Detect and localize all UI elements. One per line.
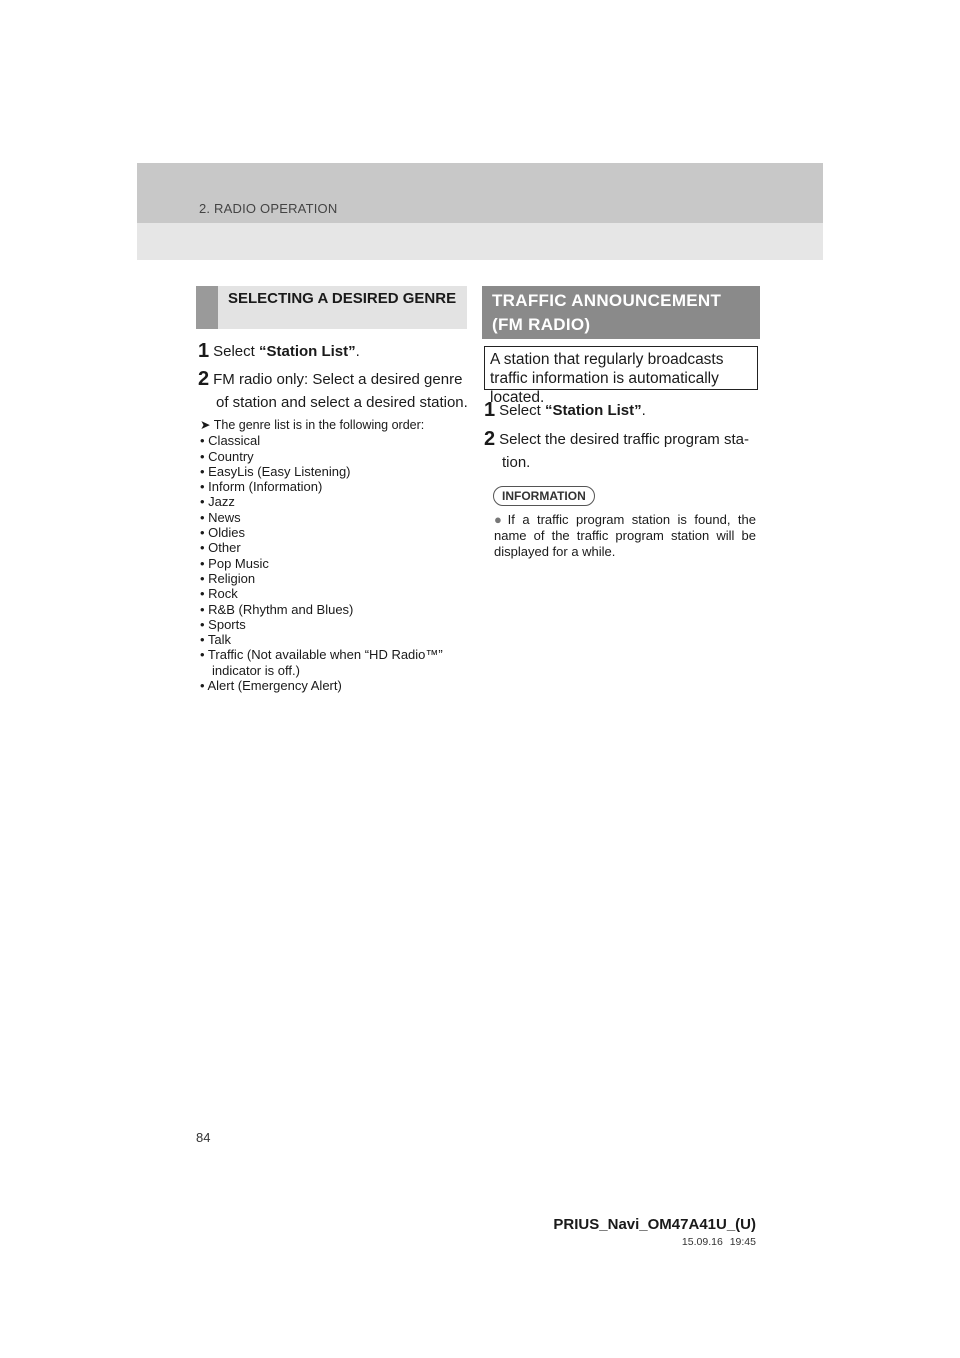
page-header-top bbox=[137, 163, 823, 223]
heading-traffic-announcement bbox=[482, 286, 760, 339]
list-item: • EasyLis (Easy Listening) bbox=[200, 463, 351, 479]
step-number: 1 bbox=[484, 399, 496, 421]
list-item: • Talk bbox=[200, 632, 232, 648]
left-step-1 bbox=[198, 340, 468, 363]
information-badge: INFORMATION bbox=[493, 486, 595, 506]
step-number: 2 bbox=[198, 368, 210, 390]
genre-note-lead bbox=[200, 418, 475, 433]
list-item: • Rock bbox=[200, 586, 238, 602]
list-item: • Traffic (Not available when “HD Radio™” bbox=[200, 647, 443, 663]
step-target: “Station List” bbox=[258, 343, 356, 360]
document-timestamp: 15.09.16 19:45 bbox=[681, 1236, 756, 1248]
section-label: 2. RADIO OPERATION bbox=[199, 201, 338, 216]
list-item: • News bbox=[200, 509, 241, 525]
step-line-1: FM radio only: Select a desired genre bbox=[213, 371, 463, 388]
page-number: 84 bbox=[196, 1130, 211, 1145]
step-prefix: Select bbox=[499, 402, 545, 419]
step-target: “Station List” bbox=[544, 402, 642, 419]
list-item: • Classical bbox=[200, 433, 261, 449]
list-item: • Other bbox=[200, 540, 241, 556]
heading-selecting-genre bbox=[196, 286, 467, 329]
step-line-2: of station and select a desired station. bbox=[216, 394, 468, 411]
heading-accent-bar bbox=[196, 286, 218, 329]
document-id: PRIUS_Navi_OM47A41U_(U) bbox=[553, 1216, 756, 1233]
list-item: • Religion bbox=[200, 570, 256, 586]
list-item: • Jazz bbox=[200, 494, 235, 510]
left-step-2 bbox=[198, 368, 470, 414]
bullet-dot-icon: ● bbox=[494, 512, 506, 527]
list-item: • Country bbox=[200, 448, 254, 464]
step-suffix: . bbox=[355, 343, 360, 360]
heading-title: SELECTING A DESIRED GENRE bbox=[228, 290, 457, 307]
step-number: 1 bbox=[198, 340, 210, 362]
page-header-band bbox=[137, 163, 823, 260]
heading-title bbox=[492, 289, 754, 337]
list-item: • Oldies bbox=[200, 525, 246, 541]
right-step-2 bbox=[484, 428, 760, 474]
list-item: • Pop Music bbox=[200, 555, 269, 571]
step-suffix: . bbox=[641, 402, 646, 419]
list-item: • R&B (Rhythm and Blues) bbox=[200, 601, 354, 617]
step-number: 2 bbox=[484, 428, 496, 450]
genre-note bbox=[200, 418, 475, 693]
list-item: • Inform (Information) bbox=[200, 479, 323, 495]
list-item: • Sports bbox=[200, 616, 246, 632]
heading-title-line-2: (FM RADIO) bbox=[492, 315, 591, 334]
step-line-1: Select the desired traffic program sta- bbox=[499, 431, 749, 448]
heading-title-line-1: TRAFFIC ANNOUNCEMENT bbox=[492, 291, 722, 310]
information-text bbox=[494, 512, 756, 560]
list-item: indicator is off.) bbox=[212, 662, 300, 678]
intro-box: A station that regularly broadcasts traffic information is automatically located. bbox=[484, 346, 758, 390]
list-item: • Alert (Emergency Alert) bbox=[200, 678, 342, 694]
step-line-2: tion. bbox=[502, 454, 531, 471]
right-step-1 bbox=[484, 399, 760, 422]
genre-note-lead-text: The genre list is in the following order: bbox=[213, 418, 425, 432]
genre-list bbox=[200, 433, 475, 693]
bullet-icon: ➤ bbox=[200, 418, 211, 432]
information-text-body: If a traffic program station is found, the name of the traffic program station will be displayed for a while. bbox=[494, 512, 756, 559]
step-prefix: Select bbox=[213, 343, 259, 360]
